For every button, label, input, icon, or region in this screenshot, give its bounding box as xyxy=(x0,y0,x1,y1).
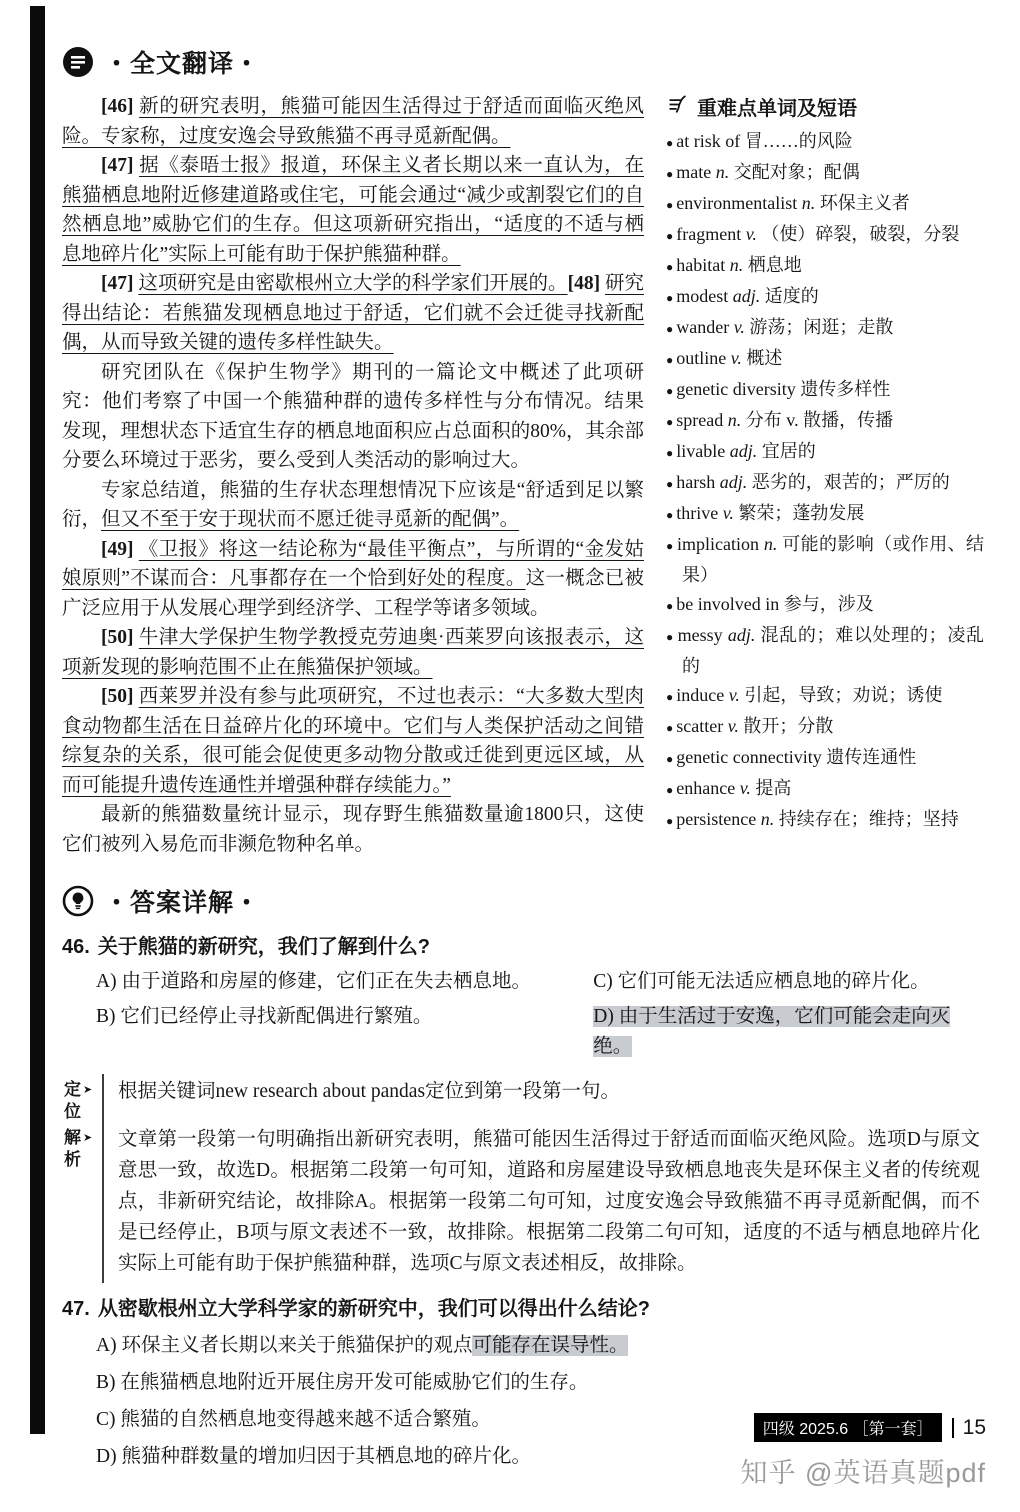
text-segment: 但又不至于安于现状而不愿迁徙寻觅新的配偶”。 xyxy=(101,509,520,530)
vocab-item xyxy=(666,712,984,743)
bullet-icon: ● xyxy=(666,446,677,460)
vocab-definition: 可能的影响（或作用、结果） xyxy=(682,534,985,585)
exam-badge: 四级 2025.6 ［第一套］ xyxy=(754,1413,942,1442)
location-label xyxy=(64,1074,102,1122)
bullet-icon: ● xyxy=(666,690,677,704)
vocab-item xyxy=(666,220,984,251)
text-segment: 西莱罗并没有参与此项研究，不过也表示：“大多数大型肉食动物都生活在日益碎片化的环境中。它们与人类保护活动之间错综复杂的关系，很可能会促使更多动物分散或迁徙到更远区域，从而可能提升遗传连通性并增强种群存续能力。” xyxy=(62,686,644,796)
vocab-item xyxy=(666,127,984,158)
vocab-item xyxy=(666,743,984,774)
vocab-pos: v. xyxy=(730,348,747,368)
vocab-term: persistence xyxy=(676,809,761,829)
text-segment: 这一概念已被广泛应用于从发展心理学到经济学、工程学等诸多领域。 xyxy=(62,568,644,619)
vocab-term: scatter xyxy=(676,716,728,736)
analysis-label xyxy=(64,1122,102,1283)
left-black-bar xyxy=(30,6,45,1434)
vocab-definition: 冒……的风险 xyxy=(744,131,853,151)
answer-option xyxy=(96,967,593,997)
watermark: 知乎 @英语真题pdf xyxy=(740,1458,986,1488)
vocab-definition: 遗传连通性 xyxy=(826,747,917,767)
question-46-number: 46. xyxy=(62,936,90,958)
vocab-definition: 繁荣；蓬勃发展 xyxy=(738,503,865,523)
bullet-icon: ● xyxy=(666,167,677,181)
text-segment: [46] xyxy=(101,96,140,117)
vocab-definition: 游荡；闲逛；走散 xyxy=(749,317,894,337)
question-46-text: 关于熊猫的新研究，我们了解到什么? xyxy=(97,936,431,958)
translation-paragraph xyxy=(62,800,644,859)
vocab-term: thrive xyxy=(676,503,723,523)
question-47-text: 从密歇根州立大学科学家的新研究中，我们可以得出什么结论? xyxy=(97,1298,651,1320)
vocab-pos: v. xyxy=(739,778,756,798)
explanation-block xyxy=(64,1074,984,1283)
text-segment: [49] xyxy=(101,538,139,560)
bullet-icon: ● xyxy=(666,415,677,429)
text-segment: 研究得出结论：若熊猫发现栖息地过于舒适，它们就不会迁徙寻找新配偶，从而导致关键的遗传多样性缺失。 xyxy=(62,273,644,353)
vocab-pos: adj. xyxy=(719,472,752,492)
question-47-stem xyxy=(62,1293,984,1325)
bullet-icon: ● xyxy=(666,322,677,336)
vocab-definition: 环保主义者 xyxy=(819,193,910,213)
vocab-panel xyxy=(666,92,984,859)
question-46 xyxy=(62,931,984,1062)
bullet-icon: ● xyxy=(666,721,677,735)
bullet-icon: ● xyxy=(666,783,677,797)
vocab-pos: v. xyxy=(722,503,739,523)
answers-title: ・答案详解・ xyxy=(104,889,261,917)
vocab-item xyxy=(666,282,984,313)
vocab-pos: adj. xyxy=(732,286,765,306)
vocab-header xyxy=(666,92,984,121)
text-segment: B) 在熊猫栖息地附近开展住房开发可能威胁它们的生存。 xyxy=(96,1372,589,1393)
bullet-icon: ● xyxy=(666,136,677,150)
bullet-icon: ● xyxy=(666,539,678,553)
vocab-item xyxy=(666,313,984,344)
vocab-term: genetic diversity xyxy=(676,379,801,399)
footer xyxy=(741,1413,986,1490)
vocab-definition: 分布 v. 散播，传播 xyxy=(745,410,894,430)
vocab-item xyxy=(666,189,984,220)
translation-paragraph xyxy=(62,682,644,800)
vocab-term: modest xyxy=(676,286,733,306)
arrow-right-icon: ➤ xyxy=(83,1132,93,1144)
translation-title: ・全文翻译・ xyxy=(104,50,261,78)
vocab-pos: adj. xyxy=(729,441,762,461)
vocab-term: livable xyxy=(676,441,730,461)
answer-option xyxy=(593,967,984,997)
translation-header xyxy=(62,44,984,80)
bullet-icon: ● xyxy=(666,229,677,243)
vocab-item xyxy=(666,530,984,590)
text-segment: [48] xyxy=(567,273,605,294)
bullet-icon: ● xyxy=(666,260,677,274)
answer-option xyxy=(593,1002,984,1062)
footer-divider xyxy=(952,1418,954,1438)
answer-option xyxy=(96,1364,984,1401)
vocab-definition: 恶劣的，艰苦的；严厉的 xyxy=(751,472,950,492)
vocab-pos: v. xyxy=(728,685,745,705)
vocab-pos: adj. xyxy=(727,625,761,645)
translation-paragraph xyxy=(62,151,644,269)
answer-option xyxy=(96,1002,593,1062)
label-char: 解 xyxy=(64,1128,81,1147)
vocab-term: mate xyxy=(676,162,716,182)
vocab-item xyxy=(666,499,984,530)
text-segment: [50] xyxy=(101,627,139,648)
bullet-icon: ● xyxy=(666,384,677,398)
text-segment: D) 由于生活过于安逸，它们可能会走向灭绝。 xyxy=(593,1006,951,1057)
vocab-item xyxy=(666,590,984,621)
bullet-icon: ● xyxy=(666,599,677,613)
vocab-term: habitat xyxy=(676,255,730,275)
vocab-term: wander xyxy=(676,317,734,337)
arrow-right-icon: ➤ xyxy=(83,1084,93,1096)
question-47-number: 47. xyxy=(62,1298,90,1320)
vocab-definition: 持续存在；维持；坚持 xyxy=(778,809,959,829)
translation-paragraph xyxy=(62,623,644,682)
analysis-text: 文章第一段第一句明确指出新研究表明，熊猫可能因生活得过于舒适而面临灭绝风险。选项D与原文意思一致，故选D。根据第二段第一句可知，道路和房屋建设导致栖息地丧失是环保主义者的传统观点，非新研究结论，故排除A。根据第一段第二句可知，过度安逸会导致熊猫不再寻觅新配偶，而不是已经停止，B项与原文表述不一致，故排除。根据第二段第二句可知，适度的不适与栖息地碎片化实际上可能有助于保护熊猫种群，选项C与原文表述相反，故排除。 xyxy=(102,1122,984,1283)
translation-paragraphs xyxy=(62,92,644,859)
bullet-icon: ● xyxy=(666,630,678,644)
text-segment: [50] xyxy=(101,686,139,707)
vocab-definition: 交配对象；配偶 xyxy=(733,162,860,182)
vocab-item xyxy=(666,805,984,836)
vocab-term: at risk of xyxy=(676,131,745,151)
vocab-item xyxy=(666,774,984,805)
translation-paragraph xyxy=(62,269,644,358)
translation-paragraph xyxy=(62,358,644,476)
text-segment: 据《泰晤士报》报道，环保主义者长期以来一直认为，在熊猫栖息地附近修建道路或住宅，可能会通过“减少或割裂它们的自然栖息地”威胁它们的生存。但这项新研究指出，“适度的不适与栖息地碎片化”实际上可能有助于保护熊猫种群。 xyxy=(62,155,644,265)
question-46-stem xyxy=(62,931,984,963)
analysis-block xyxy=(64,1122,984,1283)
vocab-pos: n. xyxy=(715,162,734,182)
text-segment: 专家总结道，熊猫的生存状态理想情况下应该是“舒适到足以繁衍， xyxy=(62,479,644,530)
vocab-term: harsh xyxy=(676,472,720,492)
text-segment: 研究团队在《保护生物学》期刊的一篇论文中概述了此项研究：他们考察了中国一个熊猫种群的遗传多样性与分布情况。结果发现，理想状态下适宜生存的栖息地面积应占总面积的80%，其余部分要么环境过于恶劣，要么受到人类活动的影响过大。 xyxy=(62,361,644,471)
bullet-icon: ● xyxy=(666,198,677,212)
label-char: 析 xyxy=(64,1150,81,1169)
vocab-item xyxy=(666,158,984,189)
vocab-term: induce xyxy=(676,685,729,705)
text-segment: [47] xyxy=(101,155,140,176)
vocab-definition: 散开；分散 xyxy=(743,716,834,736)
answers-header xyxy=(62,883,984,919)
vocab-term: genetic connectivity xyxy=(676,747,827,767)
text-segment: [47] xyxy=(101,273,139,294)
q46-options xyxy=(96,967,984,1062)
translation-paragraph xyxy=(62,476,644,535)
label-char: 定 xyxy=(64,1080,81,1099)
vocab-pos: n. xyxy=(760,809,779,829)
vocab-pos: v. xyxy=(733,317,750,337)
vocab-item xyxy=(666,344,984,375)
translation-paragraph xyxy=(62,535,644,624)
translation-icon xyxy=(62,46,94,78)
vocab-pos: n. xyxy=(729,255,748,275)
vocab-title: 重难点单词及短语 xyxy=(697,98,857,120)
lightbulb-icon xyxy=(62,885,94,917)
vocab-pos: v. xyxy=(745,224,762,244)
bullet-icon: ● xyxy=(666,477,677,491)
pen-icon xyxy=(666,93,689,121)
vocab-term: fragment xyxy=(676,224,746,244)
vocab-term: enhance xyxy=(676,778,740,798)
vocab-item xyxy=(666,251,984,282)
text-segment: 牛津大学保护生物学教授克劳迪奥·西莱罗向该报表示，这项新发现的影响范围不止在熊猫保护领域。 xyxy=(62,627,644,678)
vocab-item xyxy=(666,681,984,712)
text-segment: 可能存在误导性。 xyxy=(472,1335,629,1356)
vocab-definition: 引起，导致；劝说；诱使 xyxy=(744,685,943,705)
text-segment: C) 它们可能无法适应栖息地的碎片化。 xyxy=(593,971,930,992)
text-segment: B) 它们已经停止寻找新配偶进行繁殖。 xyxy=(96,1006,433,1027)
bullet-icon: ● xyxy=(666,752,677,766)
text-segment: 《卫报》将这一结论称为“最佳平衡点”，与所谓的“金发姑娘原则”不谋而合：凡事都存在一个恰到好处的程度。 xyxy=(62,538,644,589)
bullet-icon: ● xyxy=(666,814,677,828)
vocab-definition: 混乱的；难以处理的；凌乱的 xyxy=(682,625,985,676)
vocab-list xyxy=(666,127,984,836)
vocab-item xyxy=(666,468,984,499)
bullet-icon: ● xyxy=(666,353,677,367)
vocab-term: messy xyxy=(677,625,728,645)
vocab-item xyxy=(666,406,984,437)
vocab-term: spread xyxy=(676,410,728,430)
vocab-item xyxy=(666,621,984,681)
translation-columns xyxy=(62,92,984,859)
vocab-term: environmentalist xyxy=(676,193,802,213)
text-segment: D) 熊猫种群数量的增加归因于其栖息地的碎片化。 xyxy=(96,1446,531,1467)
page-number: 15 xyxy=(962,1415,986,1439)
label-char: 位 xyxy=(64,1102,81,1121)
vocab-definition: 宜居的 xyxy=(761,441,816,461)
vocab-definition: 参与，涉及 xyxy=(783,594,874,614)
vocab-item xyxy=(666,375,984,406)
vocab-pos: v. xyxy=(727,716,744,736)
vocab-definition: 遗传多样性 xyxy=(800,379,891,399)
footer-page-row xyxy=(741,1413,986,1442)
location-text: 根据关键词new research about pandas定位到第一段第一句。 xyxy=(102,1074,984,1122)
text-segment: A) 由于道路和房屋的修建，它们正在失去栖息地。 xyxy=(96,971,531,992)
vocab-definition: 提高 xyxy=(755,778,792,798)
vocab-term: be involved in xyxy=(676,594,784,614)
vocab-definition: （使）碎裂，破裂，分裂 xyxy=(761,224,960,244)
vocab-definition: 概述 xyxy=(746,348,783,368)
text-segment: 这项研究是由密歇根州立大学的科学家们开展的。 xyxy=(138,273,568,294)
vocab-definition: 适度的 xyxy=(764,286,819,306)
vocab-term: outline xyxy=(676,348,731,368)
vocab-item xyxy=(666,437,984,468)
vocab-pos: n. xyxy=(801,193,820,213)
text-segment: 新的研究表明，熊猫可能因生活得过于舒适而面临灭绝风险。专家称，过度安逸会导致熊猫不再寻觅新配偶。 xyxy=(62,96,644,147)
vocab-definition: 栖息地 xyxy=(747,255,802,275)
content xyxy=(62,44,984,1475)
location-block xyxy=(64,1074,984,1122)
vocab-term: implication xyxy=(677,534,764,554)
bullet-icon: ● xyxy=(666,291,677,305)
vocab-pos: n. xyxy=(727,410,746,430)
vocab-pos: n. xyxy=(763,534,783,554)
text-segment: C) 熊猫的自然栖息地变得越来越不适合繁殖。 xyxy=(96,1409,491,1430)
answer-option xyxy=(96,1327,984,1364)
text-segment: A) 环保主义者长期以来关于熊猫保护的观点 xyxy=(96,1335,473,1356)
bullet-icon: ● xyxy=(666,508,677,522)
translation-paragraph xyxy=(62,92,644,151)
text-segment: 最新的熊猫数量统计显示，现存野生熊猫数量逾1800只，这使它们被列入易危而非濒危物种名单。 xyxy=(62,804,644,855)
